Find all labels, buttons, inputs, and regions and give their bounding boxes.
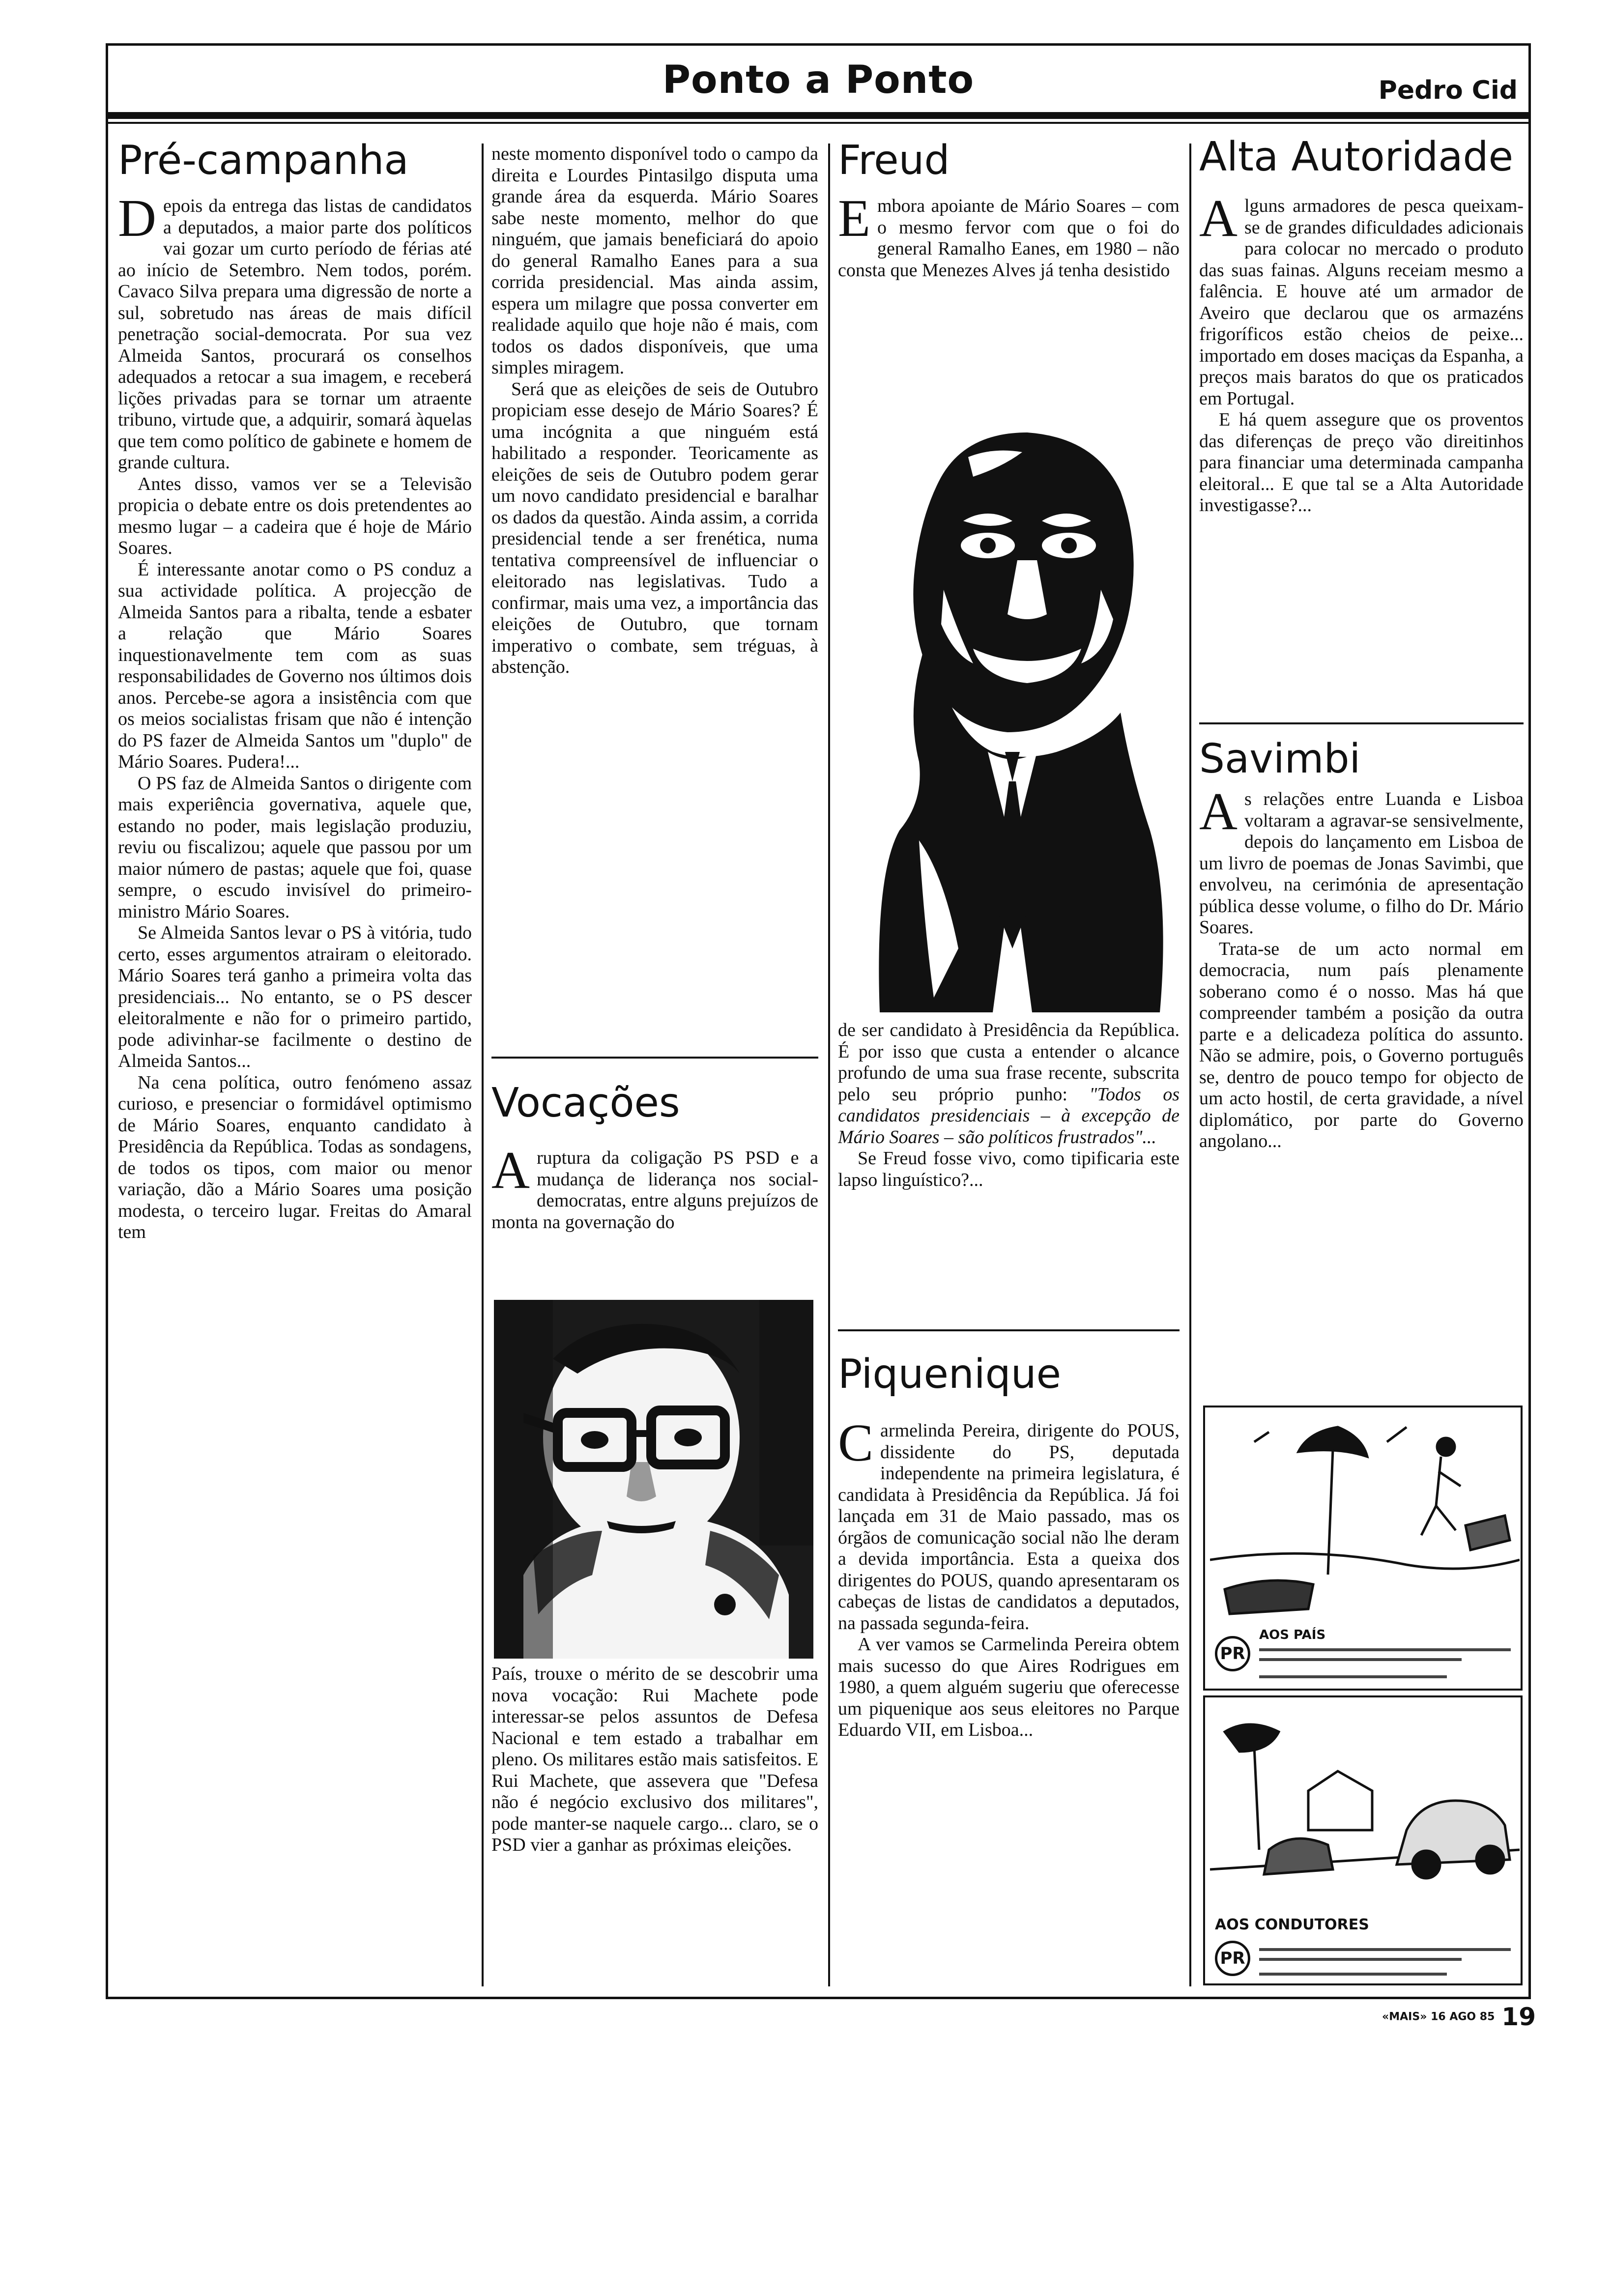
- drop-cap: E: [838, 196, 870, 248]
- paragraph: País, trouxe o mérito de se descobrir uma nova vocação: Rui Machete pode interessar-se pelos assuntos de Defesa Nacional e tem estado a trabalhar em pleno. Os militares estão mais satisfeitos. E Rui Machete, que assevera que "Defesa não é negócio exclusivo dos militares", pode manter-se naquele cargo... claro, se o PSD vier a ganhar as próximas eleições.: [491, 1664, 818, 1855]
- article-heading-precampanha: Pré-campanha: [118, 137, 409, 184]
- road-car-illustration: [1210, 1702, 1520, 1914]
- paragraph: Se Almeida Santos levar o PS à vitória, tudo certo, esses argumentos atrairam o eleitorado. Mário Soares terá ganho a primeira volta das presidenciais... No entanto, se o PS descer eleitoralmente e não for o primeiro partido, pode adivinhar-se facilmente o destino de Almeida Santos...: [118, 922, 472, 1071]
- advertisement-aos-condutores: [1203, 1695, 1523, 1985]
- article-vocacoes: [491, 1148, 818, 1295]
- article-savimbi: [1199, 789, 1524, 1398]
- beach-illustration: [1210, 1412, 1520, 1624]
- paragraph: Será que as eleições de seis de Outubro propiciam esse desejo de Mário Soares? É uma incógnita a que ninguém está habilitado a responder. Teoricamente as eleições de seis de Outubro podem gerar um novo candidato presidencial e baralhar os dados da questão. Ainda assim, a corrida presidencial tende a ser frenética, numa tentativa compreensível de influenciar o eleitorado nas legislativas. Tudo a confirmar, mais uma vez, a importância das eleições de Outubro, que tornam imperativo o combate, sem tréguas, à abstenção.: [491, 378, 818, 677]
- paragraph: Antes disso, vamos ver se a Televisão propicia o debate entre os dois pretendentes ao mesmo lugar – a cadeira que é hoje de Mário Soares.: [118, 473, 472, 558]
- article-freud-continued: [838, 1020, 1180, 1320]
- ad-label: AOS PAÍS: [1259, 1628, 1326, 1642]
- paragraph: E há quem assegure que os proventos das diferenças de preço vão direitinhos para financiar uma determinada campanha eleitoral... E que tal se a Alta Autoridade investigasse?...: [1199, 409, 1524, 516]
- article-precampanha: [118, 196, 472, 1984]
- author-name: Pedro Cid: [1378, 76, 1518, 105]
- drop-cap: A: [491, 1148, 530, 1200]
- section-title: Ponto a Ponto: [662, 58, 975, 102]
- section-header: [108, 48, 1528, 112]
- paragraph: O PS faz de Almeida Santos o dirigente com mais experiência governativa, aquele que, estando no poder, mais legislação produziu, reviu ou fiscalizou; aquele que passou por um maior número de pastas; aquele que foi, quase sempre, o escudo invisível do primeiro-ministro Mário Soares.: [118, 773, 472, 922]
- header-rule: [108, 112, 1528, 119]
- ad-fine-print: [1259, 1948, 1511, 1951]
- section-divider: [1199, 722, 1524, 724]
- ad-fine-print: [1259, 1658, 1462, 1661]
- ad-fine-print: [1259, 1973, 1447, 1976]
- paragraph: Na cena política, outro fenómeno assaz curioso, e presenciar o formidável optimismo de Mário Soares, enquanto candidato à Presidência da República. Todas as sondagens, de todos os tipos, com maior ou menor variação, dão a Mário Soares uma posição modesta, o terceiro lugar. Freitas do Amaral tem: [118, 1072, 472, 1242]
- article-heading-vocacoes: Vocações: [491, 1080, 680, 1126]
- paragraph: Se Freud fosse vivo, como tipificaria este lapso linguístico?...: [838, 1148, 1180, 1190]
- paragraph: armelinda Pereira, dirigente do POUS, dissidente do PS, deputada independente na primeira legislatura, é candidata à Presidência da República. Já foi lançada em 31 de Maio passado, mas os órgãos de comunicação social não lhe deram a devida importância. Esta a queixa dos dirigentes do POUS, quando apresentaram os cabeças de listas de candidatos a deputados, na passada segunda-feira.: [838, 1420, 1180, 1634]
- article-vocacoes-continued: [491, 1664, 818, 1983]
- ad-fine-print: [1259, 1675, 1447, 1678]
- page-folio: [1382, 2003, 1536, 2031]
- article-piquenique: [838, 1420, 1180, 1985]
- paragraph: de ser candidato à Presidência da República. É por isso que custa a entender o alcance profundo de uma sua frase recente, subscrita pelo seu próprio punho:: [838, 1020, 1180, 1105]
- drop-cap: A: [1199, 789, 1238, 841]
- paragraph: neste momento disponível todo o campo da direita e Lourdes Pintasilgo disputa uma grande área da esquerda. Mário Soares sabe neste momento, melhor do que ninguém, que jamais beneficiará do apoio do general Ramalho Eanes para a sua corrida presidencial. Mas ainda assim, espera um milagre que possa converter em realidade aquilo que hoje não é mais, com todos os dados disponíveis, que uma simples miragem.: [491, 144, 818, 378]
- portrait-photo-rui-machete: [494, 1300, 813, 1659]
- caricature-menezes-alves: [845, 359, 1180, 1012]
- article-freud: [838, 196, 1180, 353]
- paragraph: ruptura da coligação PS PSD e a mudança de liderança nos social-democratas, entre alguns prejuízos de monta na governação do: [491, 1148, 818, 1233]
- paragraph: Trata-se de um acto normal em democracia, num país plenamente soberano como é o nosso. Mas há que compreender também a posição da outra parte e a delicadeza política do assunto. Não se admire, pois, o Governo português se, dentro de pouco tempo for objecto de um acto hostil, de certa gravidade, a nível diplomático, por parte do Governo angolano...: [1199, 938, 1524, 1151]
- page-number: 19: [1501, 2003, 1536, 2031]
- freud-quote: "Todos os candidatos presidenciais – à excepção de Mário Soares – são políticos frustrados"...: [838, 1084, 1180, 1148]
- paragraph: lguns armadores de pesca queixam-se de grandes dificuldades adicionais para colocar no mercado o produto das suas fainas. Alguns receiam mesmo a falência. E houve até um armador de Aveiro que declarou que os armazéns frigoríficos estão cheios de peixe... importado em doses maciças da Espanha, a preços mais baratos do que os praticados em Portugal.: [1199, 196, 1524, 409]
- prevention-logo-icon: PR: [1215, 1636, 1250, 1671]
- drop-cap: D: [118, 196, 156, 248]
- ad-fine-print: [1259, 1958, 1462, 1961]
- magazine-date: «MAIS» 16 AGO 85: [1382, 2010, 1495, 2023]
- paragraph: mbora apoiante de Mário Soares – com o mesmo fervor com que o foi do general Ramalho Eanes, em 1980 – não consta que Menezes Alves já tenha desistido: [838, 196, 1180, 281]
- paragraph: s relações entre Luanda e Lisboa voltaram a agravar-se sensivelmente, depois do lançamento em Lisboa de um livro de poemas de Jonas Savimbi, que envolveu, na cerimónia de apresentação pública desse volume, o filho do Dr. Mário Soares.: [1199, 789, 1524, 938]
- column-divider: [482, 144, 484, 1986]
- paragraph: A ver vamos se Carmelinda Pereira obtem mais sucesso do que Aires Rodrigues em 1980, a quem alguém sugeriu que oferecesse um piquenique aos seus eleitores no Parque Eduardo VII, em Lisboa...: [838, 1634, 1180, 1740]
- section-divider: [838, 1329, 1180, 1331]
- advertisement-aos-pais: [1203, 1406, 1523, 1691]
- drop-cap: A: [1199, 196, 1238, 248]
- article-heading-alta-autoridade: Alta Autoridade: [1199, 134, 1514, 180]
- ad-label: AOS CONDUTORES: [1215, 1916, 1369, 1933]
- column-divider: [828, 144, 830, 1986]
- article-heading-savimbi: Savimbi: [1199, 736, 1361, 782]
- article-heading-freud: Freud: [838, 137, 950, 184]
- column-divider: [1189, 144, 1191, 1986]
- header-rule-thin: [108, 122, 1528, 124]
- ad-fine-print: [1259, 1648, 1511, 1651]
- paragraph: epois da entrega das listas de candidatos a deputados, a maior parte dos políticos vai gozar um curto período de férias até ao início de Setembro. Nem todos, porém. Cavaco Silva prepara uma digressão de norte a sul, sobretudo nas áreas de mais difícil penetração social-democrata. Por sua vez Almeida Santos, procurará os conselhos adequados a retocar a sua imagem, e receberá lições privadas para se tornar um atraente tribuno, virtude que, a adquirir, somará àquelas que tem como político de gabinete e homem de grande cultura.: [118, 196, 472, 473]
- prevention-logo-icon: PR: [1215, 1941, 1250, 1976]
- article-heading-piquenique: Piquenique: [838, 1351, 1062, 1398]
- drop-cap: C: [838, 1420, 874, 1472]
- article-precampanha-continued: [491, 144, 818, 1048]
- article-alta-autoridade: [1199, 196, 1524, 717]
- paragraph: É interessante anotar como o PS conduz a sua actividade política. A projecção de Almeida Santos para a ribalta, tende a esbater a relação que Mário Soares inquestionavelmente tem com as suas responsabilidades de Governo nos últimos dois anos. Percebe-se agora a insistência com que os meios socialistas frisam que não é intenção do PS fazer de Almeida Santos um "duplo" de Mário Soares. Pudera!...: [118, 559, 472, 772]
- section-divider: [491, 1057, 818, 1059]
